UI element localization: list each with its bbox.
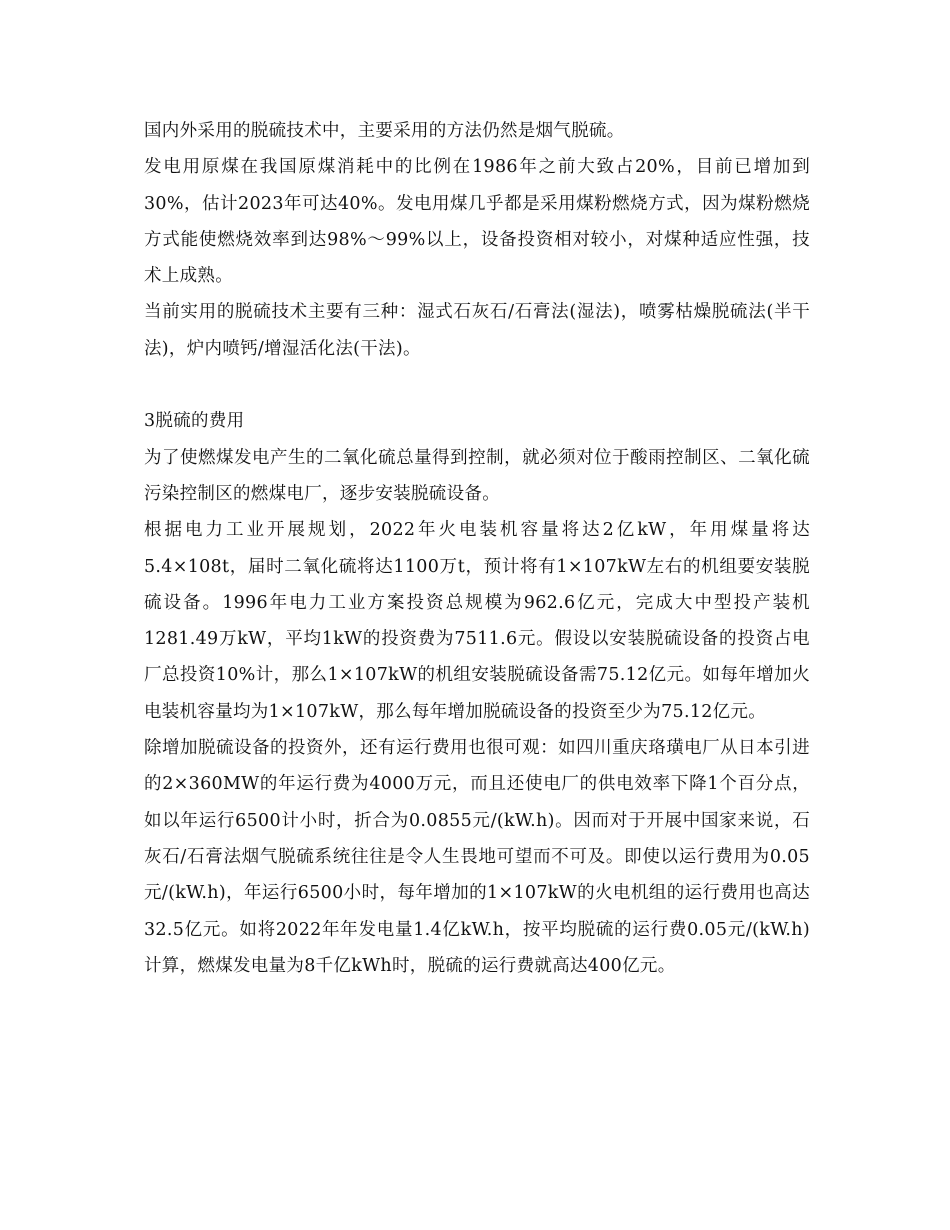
blank-line — [144, 367, 810, 403]
paragraph-desulfurization-methods: 国内外采用的脱硫技术中，主要采用的方法仍然是烟气脱硫。 — [144, 121, 625, 141]
paragraph-current-technologies: 当前实用的脱硫技术主要有三种：湿式石灰石/石膏法(湿法)，喷雾枯燥脱硫法(半干法)，炉内喷钙/增湿活化法(干法)。 — [144, 302, 810, 359]
document-body — [144, 113, 810, 984]
paragraph-sulfur-control: 为了使燃煤发电产生的二氧化硫总量得到控制，就必须对位于酸雨控制区、二氧化硫污染控制区的燃煤电厂，逐步安装脱硫设备。 — [144, 447, 810, 504]
paragraph-investment-plan: 根据电力工业开展规划，2022年火电装机容量将达2亿kW，年用煤量将达5.4×108t，届时二氧化硫将达1100万t，预计将有1×107kW左右的机组要安装脱硫设备。1996年电力工业方案投资总规模为962.6亿元，完成大中型投产装机1281.49万kW，平均1kW的投资费为7511.6元。假设以安装脱硫设备的投资占电厂总投资10%计，那么1×107kW的机组安装脱硫设备需75.12亿元。如每年增加火电装机容量均为1×107kW，那么每年增加脱硫设备的投资至少为75.12亿元。 — [144, 520, 810, 722]
paragraph-coal-consumption: 发电用原煤在我国原煤消耗中的比例在1986年之前大致占20%，目前已增加到30%，估计2023年可达40%。发电用煤几乎都是采用煤粉燃烧方式，因为煤粉燃烧方式能使燃烧效率到达98%～99%以上，设备投资相对较小，对煤种适应性强，技术上成熟。 — [144, 157, 810, 287]
paragraph-operating-cost: 除增加脱硫设备的投资外，还有运行费用也很可观：如四川重庆珞璜电厂从日本引进的2×360MW的年运行费为4000万元，而且还使电厂的供电效率下降1个百分点，如以年运行6500计小时，折合为0.0855元/(kW.h)。因而对于开展中国家来说，石灰石/石膏法烟气脱硫系统往往是令人生畏地可望而不可及。即使以运行费用为0.05元/(kW.h)，年运行6500小时，每年增加的1×107kW的火电机组的运行费用也高达32.5亿元。如将2022年年发电量1.4亿kW.h，按平均脱硫的运行费0.05元/(kW.h)计算，燃煤发电量为8千亿kWh时，脱硫的运行费就高达400亿元。 — [144, 738, 810, 976]
section-heading: 3脱硫的费用 — [144, 411, 245, 432]
